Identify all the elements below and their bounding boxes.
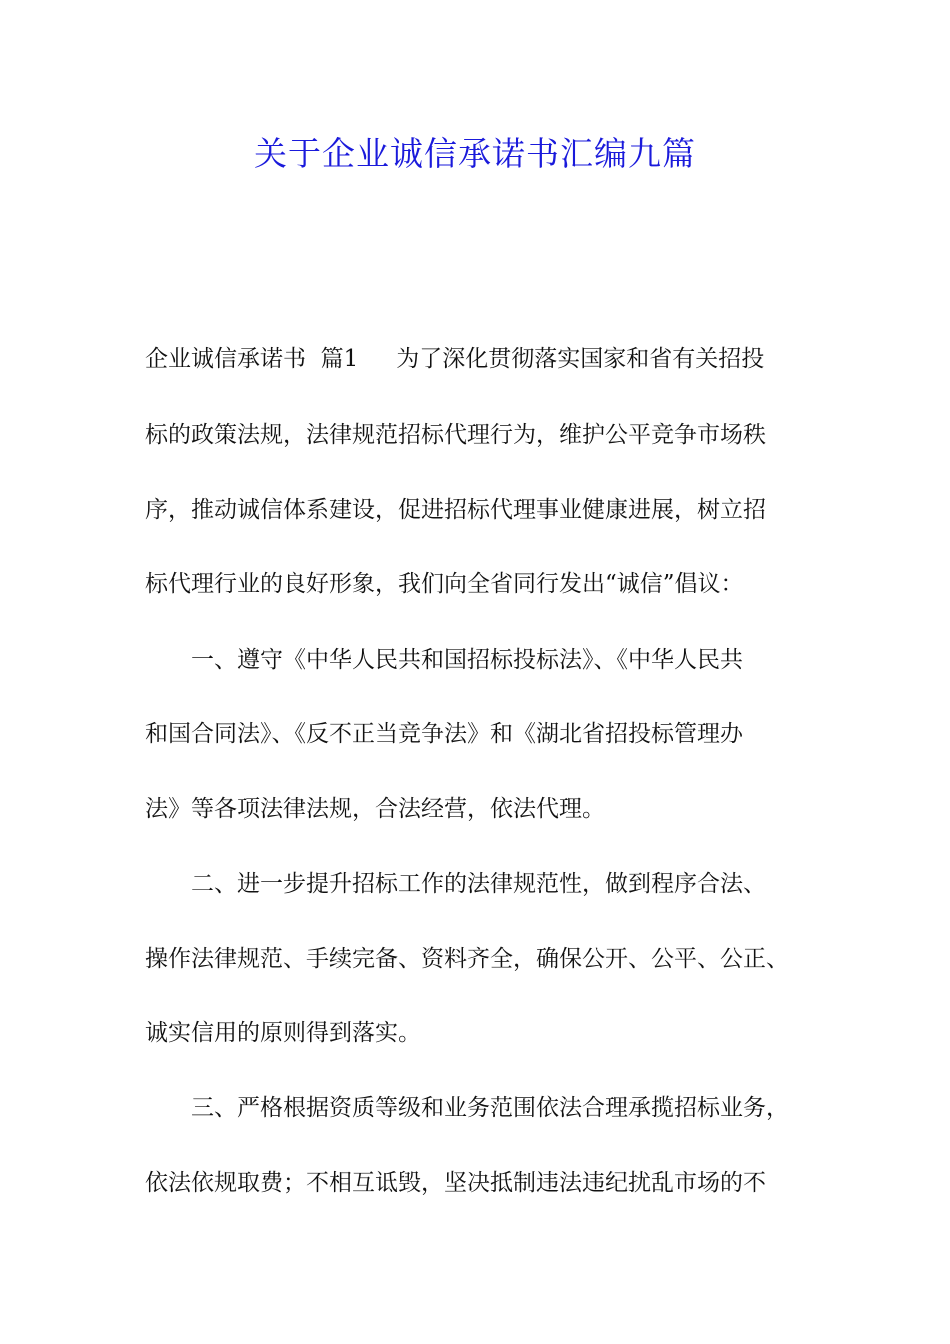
section-heading: 企业诚信承诺书 篇1: [145, 346, 359, 372]
paragraph-line-8: 二、进一步提升招标工作的法律规范性，做到程序合法、: [191, 871, 766, 897]
paragraph-line-4: 标代理行业的良好形象，我们向全省同行发出“诚信”倡议：: [145, 571, 744, 597]
line-text: 为了深化贯彻落实国家和省有关招投: [396, 346, 765, 372]
paragraph-line-6: 和国合同法》、《反不正当竞争法》和《湖北省招投标管理办: [145, 721, 743, 747]
paragraph-line-2: 标的政策法规，法律规范招标代理行为，维护公平竞争市场秩: [145, 422, 766, 448]
paragraph-line-9: 操作法律规范、手续完备、资料齐全，确保公开、公平、公正、: [145, 946, 789, 972]
paragraph-line-7: 法》等各项法律法规，合法经营，依法代理。: [145, 796, 605, 822]
paragraph-line-11: 三、严格根据资质等级和业务范围依法合理承揽招标业务，: [191, 1095, 789, 1121]
paragraph-line-10: 诚实信用的原则得到落实。: [145, 1020, 421, 1046]
paragraph-line-1: [145, 344, 845, 374]
document-title: 关于企业诚信承诺书汇编九篇: [254, 134, 696, 173]
paragraph-line-3: 序，推动诚信体系建设，促进招标代理事业健康进展，树立招: [145, 497, 766, 523]
paragraph-line-12: 依法依规取费；不相互诋毁，坚决抵制违法违纪扰乱市场的不: [145, 1170, 766, 1196]
paragraph-line-5: 一、遵守《中华人民共和国招标投标法》、《中华人民共: [191, 647, 743, 673]
